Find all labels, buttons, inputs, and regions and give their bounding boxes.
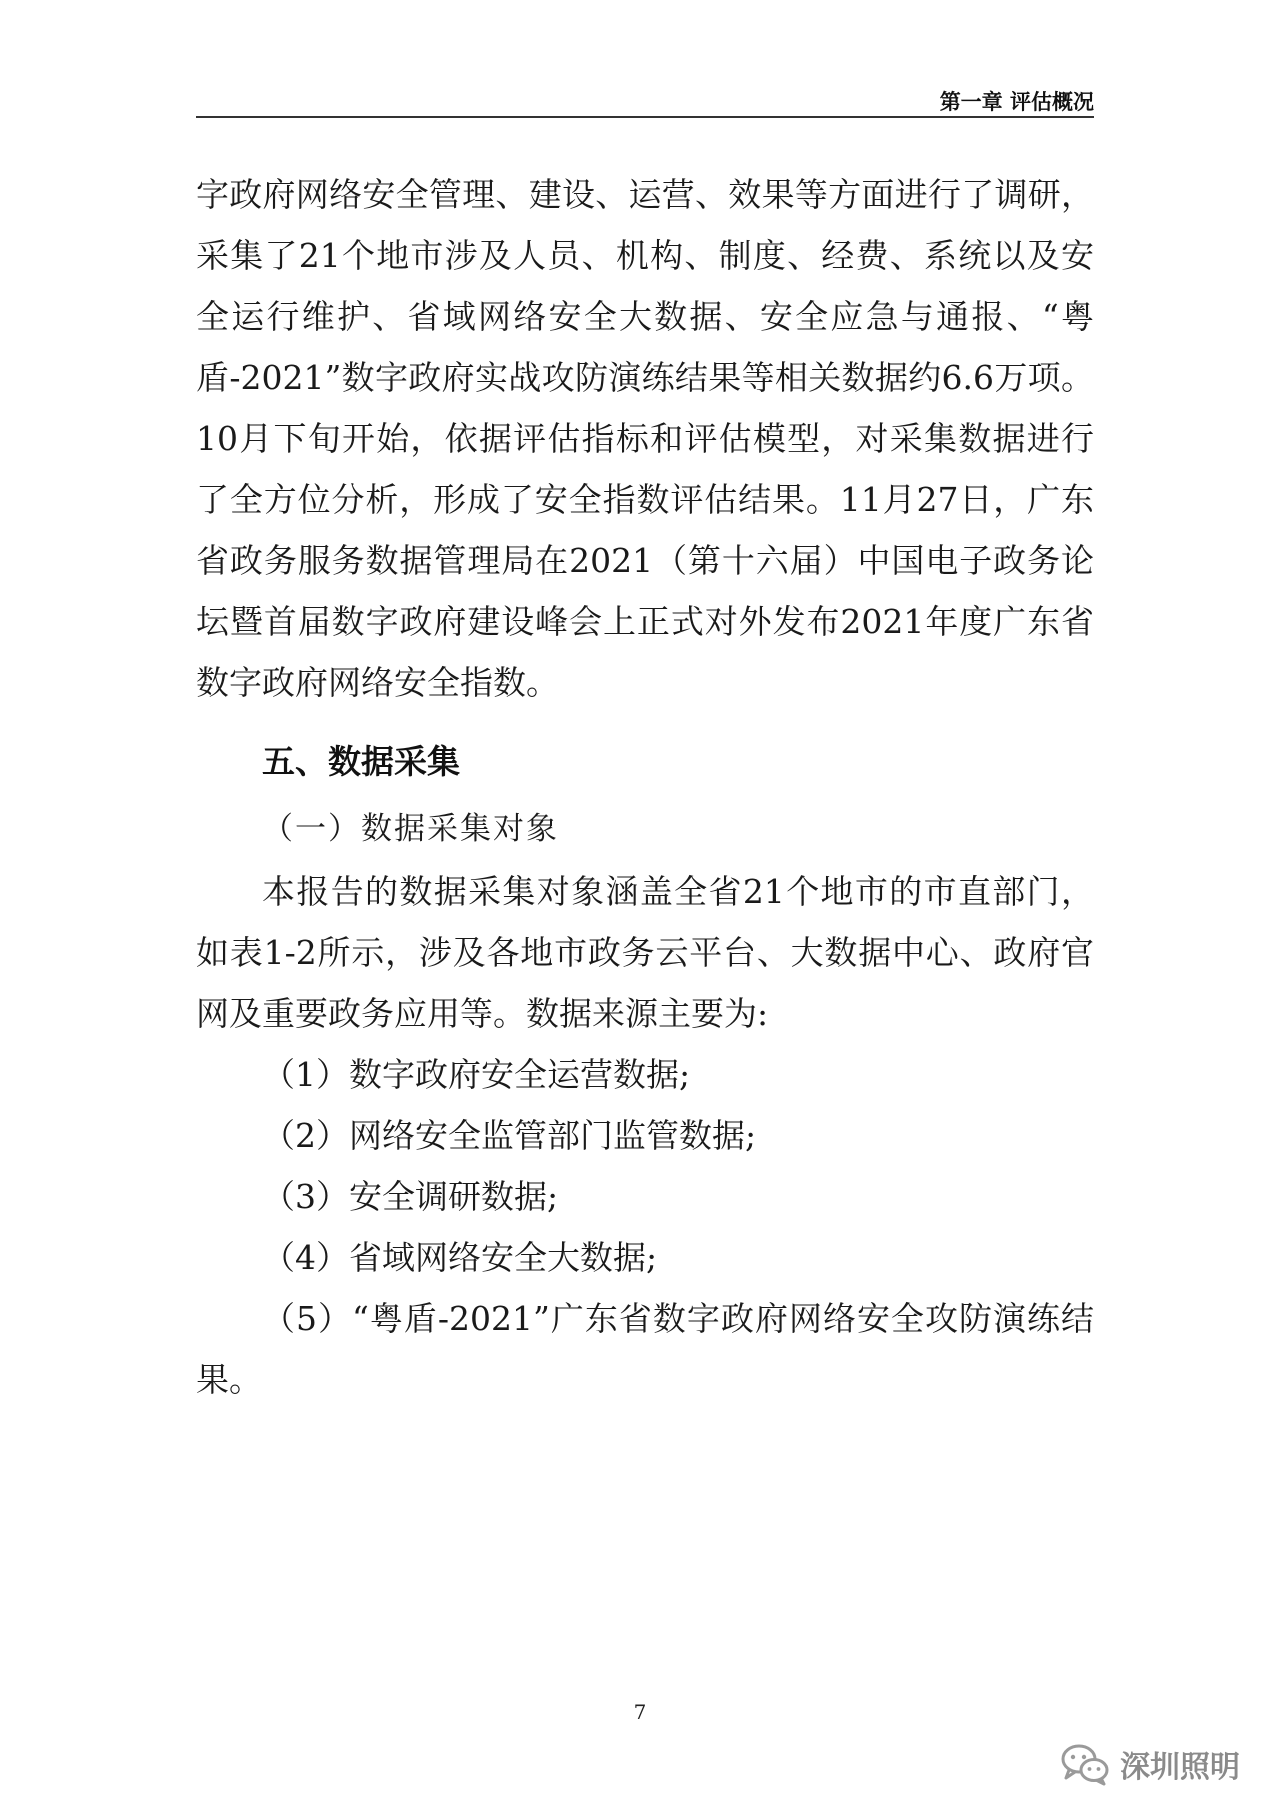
watermark: [1060, 1742, 1240, 1786]
chapter-header: 第一章 评估概况: [939, 90, 1094, 114]
section-intro-paragraph: 本报告的数据采集对象涵盖全省21个地市的市直部门，如表1-2所示，涉及各地市政务云平台、大数据中心、政府官网及重要政务应用等。数据来源主要为:: [196, 872, 1094, 1033]
data-source-item-3: （3）安全调研数据;: [262, 1177, 559, 1216]
page-number: 7: [633, 1700, 647, 1724]
subsection-heading: （一）数据采集对象: [262, 811, 559, 847]
data-source-item-2: （2）网络安全监管部门监管数据;: [262, 1116, 757, 1155]
data-source-item-4: （4）省域网络安全大数据;: [262, 1238, 658, 1277]
wechat-icon: [1060, 1742, 1110, 1786]
data-source-item-5: （5）“粤盾-2021”广东省数字政府网络安全攻防演练结果。: [196, 1299, 1094, 1399]
paragraph-continued: 字政府网络安全管理、建设、运营、效果等方面进行了调研，采集了21个地市涉及人员、机构、制度、经费、系统以及安全运行维护、省域网络安全大数据、安全应急与通报、“粤盾-2021”数字政府实战攻防演练结果等相关数据约6.6万项。10月下旬开始，依据评估指标和评估模型，对采集数据进行了全方位分析，形成了安全指数评估结果。11月27日，广东省政务服务数据管理局在2021（第十六届）中国电子政务论坛暨首届数字政府建设峰会上正式对外发布2021年度广东省数字政府网络安全指数。: [196, 175, 1094, 702]
data-source-item-1: （1）数字政府安全运营数据;: [262, 1055, 691, 1094]
watermark-text: 深圳照明: [1120, 1750, 1240, 1785]
header-divider: [196, 116, 1094, 118]
page-body: [196, 164, 1094, 1410]
section-heading: 五、数据采集: [262, 742, 460, 781]
